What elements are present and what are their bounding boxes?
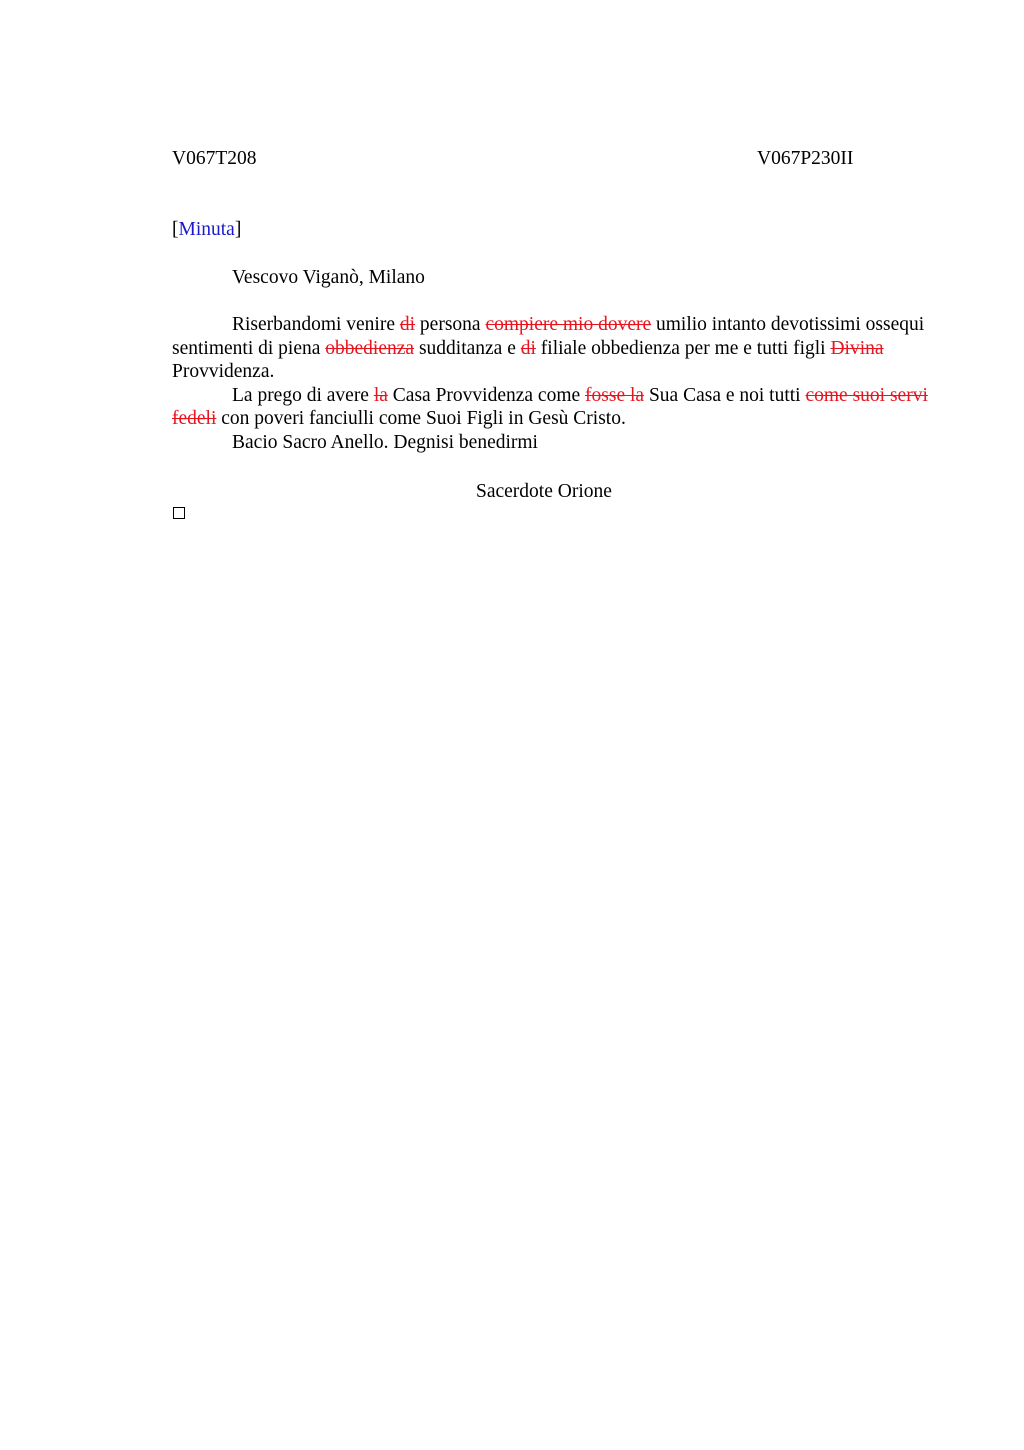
minuta-close-bracket: ] xyxy=(234,219,242,240)
deleted-text: compiere mio dovere xyxy=(485,314,652,335)
deleted-text: Divina xyxy=(830,337,884,359)
letter-body xyxy=(172,313,932,455)
paragraph-text: Riserbandomi venire xyxy=(232,314,400,335)
deleted-text: obbedienza xyxy=(325,337,415,359)
deleted-text: fosse la xyxy=(585,384,645,406)
deleted-text: la xyxy=(373,384,388,406)
paragraph-text: Bacio Sacro Anello. Degnisi benedirmi xyxy=(232,431,538,453)
document-code-left: V067T208 xyxy=(172,148,257,169)
signature: Sacerdote Orione xyxy=(476,481,612,502)
paragraph-text: persona xyxy=(415,314,486,335)
paragraph-3 xyxy=(172,431,932,455)
minuta-text: Minuta xyxy=(178,219,235,240)
paragraph-text: Casa Provvidenza come xyxy=(387,384,586,406)
minuta-label xyxy=(172,218,241,242)
paragraph-text: umilio intanto devotissimi ossequi sentimenti di piena xyxy=(172,314,925,359)
addressee-line: Vescovo Viganò, Milano xyxy=(232,267,425,288)
paragraph-text: Provvidenza. xyxy=(172,361,275,383)
paragraph-1 xyxy=(172,313,932,384)
paragraph-text: con poveri fanciulli come Suoi Figli in Gesù Cristo. xyxy=(216,408,626,430)
paragraph-2 xyxy=(172,384,932,431)
document-code-right: V067P230II xyxy=(757,148,854,169)
paragraph-text: Sua Casa e noi tutti xyxy=(644,384,806,406)
checkbox-square[interactable] xyxy=(173,507,185,519)
paragraph-text: sudditanza e xyxy=(414,337,521,359)
minuta-open-bracket: [ xyxy=(172,219,179,240)
deleted-text: di xyxy=(520,337,536,359)
paragraph-text: filiale obbedienza per me e tutti figli xyxy=(535,337,831,359)
deleted-text: come suoi servi fedeli xyxy=(172,384,928,430)
paragraph-text: La prego di avere xyxy=(232,384,374,406)
deleted-text: di xyxy=(399,314,416,335)
